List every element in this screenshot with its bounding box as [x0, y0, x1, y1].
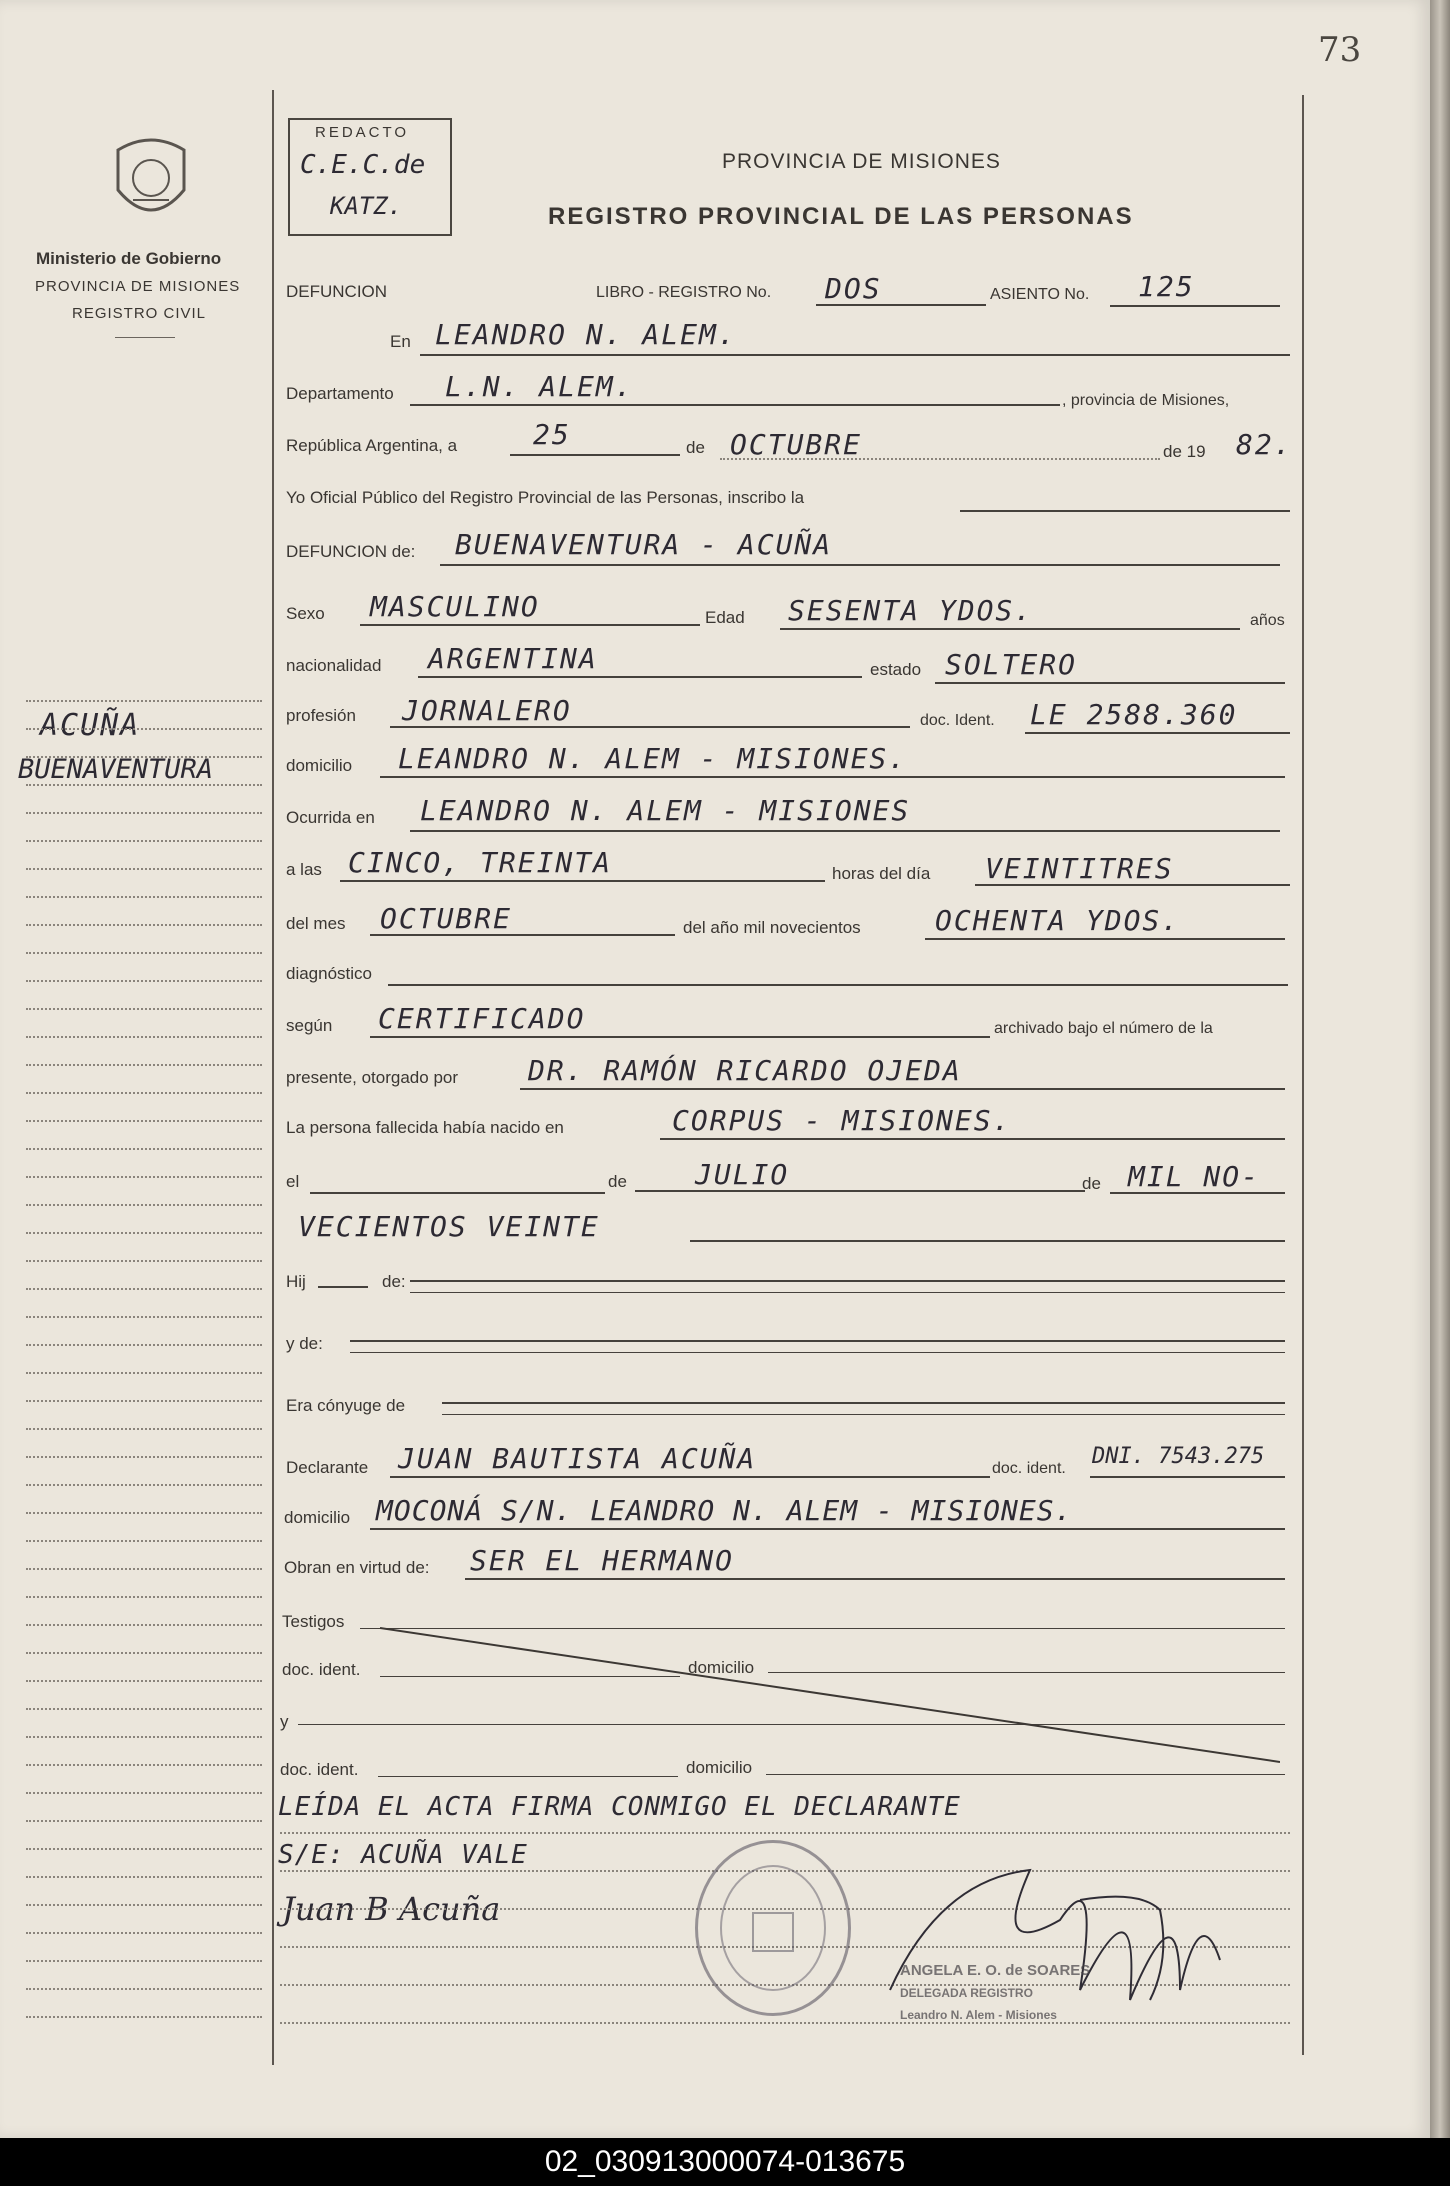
- margin-rule-line: [26, 1064, 262, 1066]
- nacionalidad-label: nacionalidad: [286, 656, 382, 675]
- departamento-label: Departamento: [286, 384, 394, 403]
- footer-bar: [0, 2138, 1450, 2186]
- presente-label: presente, otorgado por: [286, 1068, 459, 1087]
- margin-rule-line: [26, 1008, 262, 1010]
- birth-year-value1: MIL NO-: [1128, 1160, 1261, 1193]
- stamp-line1: ANGELA E. O. de SOARES: [900, 1962, 1091, 1979]
- stamp-line2: DELEGADA REGISTRO: [900, 1986, 1033, 2000]
- decl-doc-label: doc. ident.: [992, 1460, 1066, 1477]
- margin-rule-line: [26, 868, 262, 870]
- closing-line2: S/E: ACUÑA VALE: [278, 1840, 528, 1870]
- estado-label: estado: [870, 660, 922, 679]
- birth-month-value: JULIO: [695, 1158, 790, 1191]
- del-ano-value: OCHENTA YDOS.: [935, 904, 1181, 937]
- margin-rule-line: [26, 756, 262, 758]
- day-value: 25: [533, 418, 571, 451]
- de-colon-label: de:: [382, 1272, 406, 1291]
- nacionalidad-value: ARGENTINA: [428, 642, 598, 675]
- nacido-label: La persona fallecida había nacido en: [286, 1118, 564, 1137]
- decl-domicilio-value: MOCONÁ S/N. LEANDRO N. ALEM - MISIONES.: [376, 1494, 1073, 1527]
- closing-line1: LEÍDA EL ACTA FIRMA CONMIGO EL DECLARANTE: [278, 1792, 961, 1822]
- decl-domicilio-label: domicilio: [284, 1508, 351, 1527]
- departamento-value: L.N. ALEM.: [445, 370, 634, 403]
- testigo2-domicilio-label: domicilio: [686, 1758, 753, 1777]
- obran-label: Obran en virtud de:: [284, 1558, 430, 1577]
- testigo2-doc-label: doc. ident.: [280, 1760, 359, 1779]
- margin-rule-line: [26, 1428, 262, 1430]
- ocurrida-value: LEANDRO N. ALEM - MISIONES: [420, 794, 911, 827]
- margin-rule-line: [26, 1596, 262, 1598]
- hijo-label: Hij: [286, 1272, 306, 1291]
- header-province: PROVINCIA DE MISIONES: [722, 150, 1001, 173]
- libro-value: DOS: [825, 272, 882, 305]
- edad-label: Edad: [705, 608, 745, 627]
- segun-label: según: [286, 1016, 333, 1035]
- republica-label: República Argentina, a: [286, 436, 458, 455]
- margin-rule-line: [26, 1484, 262, 1486]
- ocurrida-label: Ocurrida en: [286, 808, 375, 827]
- declarant-signature: Juan B Acuña: [282, 1890, 501, 1928]
- testigo1-doc-label: doc. ident.: [282, 1660, 361, 1679]
- header-registry: REGISTRO PROVINCIAL DE LAS PERSONAS: [548, 203, 1134, 230]
- redacto-line2: KATZ.: [330, 192, 403, 220]
- declarante-label: Declarante: [286, 1458, 369, 1477]
- margin-rule-line: [26, 1988, 262, 1990]
- a-las-label: a las: [286, 860, 322, 879]
- y-de-label: y de:: [286, 1334, 323, 1353]
- margin-rule-line: [26, 1092, 262, 1094]
- domicilio-value: LEANDRO N. ALEM - MISIONES.: [398, 742, 908, 775]
- margin-given-name: BUENAVENTURA: [18, 754, 214, 785]
- del-mes-label: del mes: [286, 914, 346, 933]
- footer-id: 02_030913000074-013675: [544, 2145, 906, 2178]
- de2-label: de: [608, 1172, 627, 1191]
- anos-label: años: [1250, 612, 1285, 629]
- birth-year-value2: VECIENTOS VEINTE: [298, 1210, 600, 1243]
- registry-seal: [695, 1840, 851, 2016]
- asiento-value: 125: [1138, 270, 1195, 303]
- presente-value: DR. RAMÓN RICARDO OJEDA: [528, 1054, 962, 1087]
- redacto-label: REDACTO: [315, 124, 410, 141]
- decl-doc-value: DNI. 7543.275: [1092, 1444, 1265, 1469]
- ministry-label: Ministerio de Gobierno: [36, 249, 222, 268]
- year-value: 82.: [1236, 428, 1293, 461]
- profesion-label: profesión: [286, 706, 356, 725]
- margin-rule-line: [26, 1232, 262, 1234]
- margin-rule-line: [26, 1260, 262, 1262]
- margin-rule-line: [26, 1512, 262, 1514]
- redacto-line1: C.E.C.de: [300, 150, 426, 180]
- margin-rule-line: [26, 1680, 262, 1682]
- margin-rule-line: [26, 1568, 262, 1570]
- nacido-value: CORPUS - MISIONES.: [672, 1104, 1012, 1137]
- oficial-label: Yo Oficial Público del Registro Provincial de las Personas, inscribo la: [286, 488, 805, 507]
- conyuge-label: Era cónyuge de: [286, 1396, 406, 1415]
- horas-label: horas del día: [832, 864, 931, 883]
- el-label: el: [286, 1172, 300, 1191]
- en-label: En: [390, 332, 411, 351]
- testigo1-domicilio-label: domicilio: [688, 1658, 755, 1677]
- obran-value: SER EL HERMANO: [470, 1544, 735, 1577]
- cancel-slash: [380, 1620, 1280, 1770]
- margin-rule-line: [26, 1148, 262, 1150]
- official-stamp: [900, 1960, 1170, 2050]
- margin-rule-line: [26, 840, 262, 842]
- margin-rule-line: [26, 924, 262, 926]
- margin-rule-line: [26, 1288, 262, 1290]
- margin-rule-line: [26, 1036, 262, 1038]
- margin-rule-line: [26, 700, 262, 702]
- province-label: PROVINCIA DE MISIONES: [35, 278, 241, 295]
- margin-rule-line: [26, 1876, 262, 1878]
- margin-rule-line: [26, 1624, 262, 1626]
- margin-rule-line: [26, 1960, 262, 1962]
- margin-rule-line: [26, 728, 262, 730]
- month-value: OCTUBRE: [730, 428, 863, 461]
- libro-label: LIBRO - REGISTRO No.: [596, 284, 772, 301]
- right-rule: [1302, 95, 1304, 2055]
- defuncion-label: DEFUNCION: [286, 282, 388, 301]
- margin-rule-line: [26, 1708, 262, 1710]
- book-edge: [1430, 0, 1450, 2138]
- coat-of-arms-icon: [108, 130, 194, 230]
- year-prefix: de 19: [1163, 442, 1206, 461]
- margin-rule-line: [26, 1204, 262, 1206]
- margin-rule: [272, 90, 274, 2065]
- margin-rule-line: [26, 1316, 262, 1318]
- sexo-label: Sexo: [286, 604, 325, 623]
- declarante-value: JUAN BAUTISTA ACUÑA: [398, 1442, 757, 1475]
- margin-rule-line: [26, 1932, 262, 1934]
- y-label: y: [280, 1712, 289, 1731]
- registry-label: REGISTRO CIVIL: [72, 305, 207, 322]
- de3-label: de: [1082, 1174, 1101, 1193]
- profesion-value: JORNALERO: [402, 694, 572, 727]
- margin-rule-line: [26, 1792, 262, 1794]
- margin-rule-line: [26, 1736, 262, 1738]
- page-number: 73: [1318, 30, 1362, 70]
- defuncion-de-label: DEFUNCION de:: [286, 542, 416, 561]
- margin-rule-line: [26, 980, 262, 982]
- sexo-value: MASCULINO: [370, 590, 540, 623]
- margin-rule-line: [26, 1540, 262, 1542]
- estado-value: SOLTERO: [945, 648, 1078, 681]
- margin-rule-line: [26, 1848, 262, 1850]
- margin-rule-line: [26, 1400, 262, 1402]
- defuncion-de-value: BUENAVENTURA - ACUÑA: [455, 528, 833, 561]
- margin-rule-line: [26, 1456, 262, 1458]
- doc-ident-value: LE 2588.360: [1030, 698, 1238, 731]
- margin-rule-line: [26, 1820, 262, 1822]
- margin-rule-line: [26, 2016, 262, 2018]
- en-value: LEANDRO N. ALEM.: [435, 318, 737, 351]
- horas-value: VEINTITRES: [985, 852, 1174, 885]
- edad-value: SESENTA YDOS.: [788, 594, 1034, 627]
- archivado-label: archivado bajo el número de la: [994, 1020, 1213, 1037]
- margin-rule-line: [26, 1764, 262, 1766]
- testigos-label: Testigos: [282, 1612, 345, 1631]
- asiento-label: ASIENTO No.: [990, 286, 1090, 303]
- margin-rule-line: [26, 952, 262, 954]
- closing-rule-line: [280, 1832, 1290, 1834]
- provincia-label: , provincia de Misiones,: [1062, 392, 1230, 409]
- margin-rule-line: [26, 1344, 262, 1346]
- margin-rule-line: [26, 784, 262, 786]
- margin-rule-line: [26, 1904, 262, 1906]
- a-las-value: CINCO, TREINTA: [348, 846, 613, 879]
- stamp-line3: Leandro N. Alem - Misiones: [900, 2008, 1057, 2022]
- margin-rule-line: [26, 1372, 262, 1374]
- segun-value: CERTIFICADO: [378, 1002, 586, 1035]
- margin-rule-line: [26, 1652, 262, 1654]
- del-mes-value: OCTUBRE: [380, 902, 513, 935]
- margin-rule-line: [26, 1176, 262, 1178]
- margin-rule-line: [26, 896, 262, 898]
- de-label: de: [686, 438, 705, 457]
- margin-rule-line: [26, 812, 262, 814]
- doc-ident-label: doc. Ident.: [920, 712, 995, 729]
- diagnostico-label: diagnóstico: [286, 964, 373, 983]
- margin-rule-line: [26, 1120, 262, 1122]
- margin-surname: ACUÑA: [40, 708, 141, 743]
- redacto-box: [288, 118, 452, 236]
- del-ano-label: del año mil novecientos: [683, 918, 861, 937]
- domicilio-label: domicilio: [286, 756, 353, 775]
